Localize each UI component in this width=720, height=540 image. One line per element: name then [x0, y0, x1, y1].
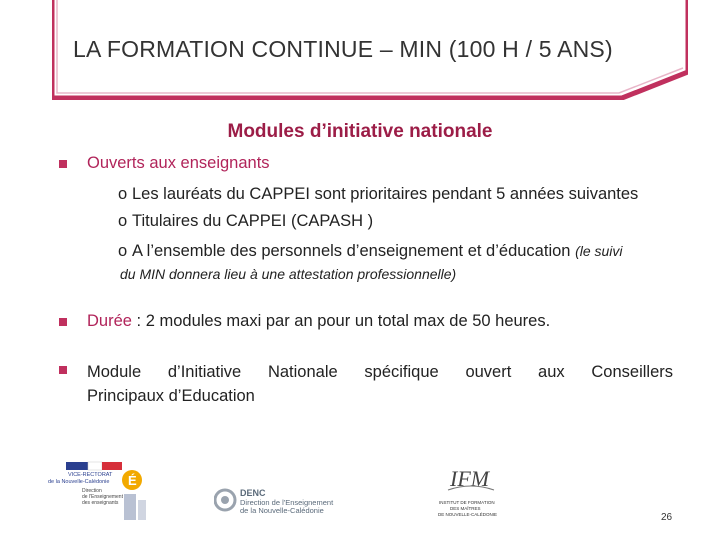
section3-paragraph [87, 360, 673, 408]
logo-text: Direction [82, 488, 102, 494]
bullet-square [59, 160, 67, 168]
denc-logo [214, 485, 374, 515]
logo-text: de la Nouvelle-Calédonie [48, 479, 110, 485]
denc-logo-graphic [214, 485, 374, 515]
page-title: LA FORMATION CONTINUE – MIN (100 H / 5 ANS) [73, 36, 613, 62]
svg-text:É: É [128, 473, 137, 488]
logo-text: DES MAÎTRES [450, 506, 481, 511]
logo-text: Direction de l'Enseignement [240, 498, 334, 507]
vice-rectorat-logo-graphic [46, 460, 156, 526]
bullet-square [59, 366, 67, 374]
logo-text: IFM [450, 466, 490, 491]
circle-bullet-icon: o [118, 212, 128, 230]
note-text-continued: du MIN donnera lieu à une attestation professionnelle) [120, 266, 457, 282]
circle-bullet-icon: o [118, 242, 128, 260]
circle-bullet-icon: o [118, 185, 128, 203]
note-text: (le suivi [575, 243, 623, 259]
bullet-square [59, 318, 67, 326]
ifm-logo-graphic [436, 460, 506, 522]
section1-label: Ouverts aux enseignants [87, 154, 270, 172]
logo-text: DENC [240, 488, 266, 498]
logo-text: INSTITUT DE FORMATION [439, 500, 495, 505]
section2-text: : 2 modules maxi par an pour un total max de 50 heures. [131, 312, 551, 330]
ifm-logo [436, 460, 506, 522]
logo-text: DE NOUVELLE-CALÉDONIE [438, 512, 498, 517]
subtitle: Modules d’initiative nationale [227, 121, 493, 142]
vice-rectorat-logo [46, 460, 156, 526]
section3-line2: Principaux d’Education [87, 387, 255, 405]
logo-text: VICE-RECTORAT [68, 472, 113, 478]
list-item: o Les lauréats du CAPPEI sont prioritaires pendant 5 années suivantes [118, 185, 639, 203]
page-number: 26 [661, 512, 673, 523]
logo-text: des enseignants [82, 500, 119, 506]
section2-line [87, 312, 550, 331]
section3-line1: Module d’Initiative Nationale spécifique ouvert aux Conseillers [87, 363, 673, 381]
section2-label: Durée [87, 312, 132, 330]
logo-text: de la Nouvelle-Calédonie [240, 506, 324, 515]
list-item: o Titulaires du CAPPEI (CAPASH ) [118, 212, 374, 230]
logo-text: de l'Enseignement [82, 494, 123, 500]
list-item: o A l’ensemble des personnels d’enseignement et d’éducation (le suivi [118, 242, 623, 260]
